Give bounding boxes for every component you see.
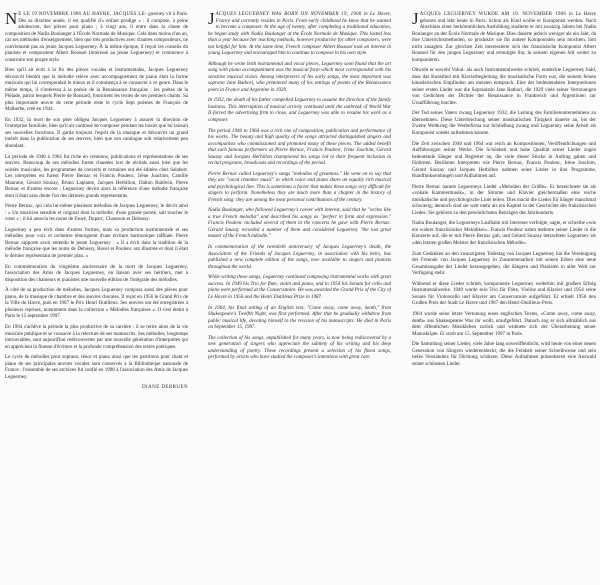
french-paragraph: À côté de sa production de mélodies, Jacques Leguerney composa aussi des pièces pour piano, de la musique de chambre et des œuvres chorales. Il reçut en 1956 le Grand Prix de la Ville du Havre, puis en 1987 le Prix Henri Dutilleux. Ses œuvres ont été enregistrées à plusieurs reprises, notamment dans la collection « Mélodies françaises ». Il s'est éteint à Paris le 15 septembre 1997.: [5, 287, 188, 320]
french-paragraph: guerney vit à Paris. Dès sa dixième année, il est qualifié d'« enfant prodige » : il compose, à peine adolescent, des pièces pour piano ; à vingt ans, il entre dans la classe de composition de Nadia Boulanger à l'École Normale de Musique. Cela dans moins d'un an, car ses méthodes d'enseignement, bien que très productives avec d'autres compositeurs, ne conviennent pas au jeune Jacques Leguerney. À la même époque, il reçoit les conseils du pianiste et compositeur Albert Roussel (intéressé au jeune Leguerney) et commence à construire son propre style.: [5, 11, 188, 63]
german-drop-cap: J: [412, 11, 419, 28]
english-paragraph: The period 1940 to 1964 was a rich one of composition, publication and performance of his works. The beauty and high quality of the songs attracted distinguished singers and accompanists who commissioned and promoted many of these pieces. The added benefit that such famous performers as Pierre Bernac, Francis Poulenc, Irène Joachim, Gérard Souzay and Jacques Herbillon championed his songs led to their frequent inclusion in recital programs, broadcasts and recordings of the period.: [208, 127, 391, 167]
english-lead-caps: ACQUES LEGUERNEY WAS BORN ON NOVEMBER 19, 1906: [215, 11, 362, 17]
french-paragraph: En 1932, la mort de son père obligea Jacques Leguerney à assurer la direction de l'entreprise familiale, bien qu'il ait continué de composer pendant les loisirs que lui laissait ses nouvelles fonctions. Il garda toujours l'esprit de la musique et découvrit un grand intérêt dans la publication de ses œuvres, bien que son catalogue soit relativement peu abondant.: [5, 116, 188, 149]
english-paragraph: In 1964, his final setting of an English text, "Come away, come away, death," from Shakespeare's Twelfth Night, was first performed. After that he gradually withdrew from public musical life, devoting himself to the revision of his manuscripts. He died in Paris on September 15, 1997.: [208, 304, 391, 330]
french-paragraph: Leguerney a peu écrit dans d'autres formes, mais sa production instrumentale et ses mélodies pour voix et orchestre témoignent d'une écriture harmonique raffinée. Pierre Bernac rapporte avoir entendu le jeune Leguerney : « Il a écrit dans la tradition de la mélodie française que les noms de Debussy, Ravel et Poulenc ont illustrée et dont il était le dernier représentant de premier plan. »: [5, 226, 188, 259]
english-paragraph: In commemoration of the twentieth anniversary of Jacques Leguerney's death, the Association of the Friends of Jacques Leguerney, in association with his heirs, has published a new complete edition of the songs, now available to singers and pianists throughout the world.: [208, 244, 391, 270]
german-lead-caps: ACQUES LEGUERNEY WURDE AM 19. NOVEMBER 1906: [419, 11, 567, 17]
german-paragraph: Pierre Bernac nannte Leguerneys Lieder »Melodien der Größe«. Er bezeichnete sie als »vokale Kammermusik«, in der Stimme und Klavier gleichermaßen eine reiche musikalische und psychologische Linie teilen. Dies macht die Lieder für Sänger manchmal schwierig; dennoch sind sie weit mehr als ein Kapitel in der Geschichte des französischen Liedes: Sie gehören zu den persönlichsten Beiträgen des Jahrhunderts.: [412, 183, 596, 216]
english-lead-paragraph: [208, 11, 391, 57]
english-paragraph: in Le Havre, France and currently resides in Paris. From early childhood he knew that he wanted to become a composer. At the age of twenty, after completing a traditional education, he began study with Nadia Boulanger at the École Normale de Musique. This lasted less than a year because her teaching methods, however productive for other composers, were not helpful for him. At the same time, French composer Albert Roussel took an interest in young Leguerney and encouraged him to continue to compose in his own style.: [208, 11, 391, 56]
french-drop-cap: N: [5, 11, 18, 28]
english-paragraph: Pierre Bernac called Leguerney's songs "melodies of greatness." He went on to say that they are "vocal chamber music" in which voice and piano share an equally rich musical and psychological line. This is sometimes a factor that makes these songs very difficult for singers to perform. Nonetheless they are much more than a chapter in the history of French song: they are among the most personal contributions of the century.: [208, 170, 391, 203]
german-paragraph: Die Zeit zwischen 1940 und 1964 war reich an Kompositionen, Veröffentlichungen und Aufführungen seiner Werke. Die Schönheit und hohe Qualität seiner Lieder zogen bedeutende Sänger und Begleiter an, die viele dieser Stücke in Auftrag gaben und förderten. Berühmte Interpreten wie Pierre Bernac, Francis Poulenc, Irène Joachim, Gérard Souzay und Jacques Herbillon nahmen seine Lieder in ihre Programme, Rundfunksendungen und Aufnahmen auf.: [412, 140, 596, 180]
german-paragraph: Der Tod seines Vaters zwang Leguerney 1932, die Leitung des Familienunternehmens zu übernehmen. Diese Unterbrechung seiner musikalischen Tätigkeit dauerte an, bis der Zweite Weltkrieg die Werbefirma zur Schließung zwang und Leguerney seine Arbeit als Komponist wieder aufnehmen konnte.: [412, 110, 596, 136]
german-lead-paragraph: [412, 11, 596, 63]
german-paragraph: 1964 wurde seine letzte Vertonung eines englischen Textes, »Come away, come away, death« aus Shakespeares Was ihr wollt, uraufgeführt. Danach zog er sich allmählich aus dem öffentlichen Musikleben zurück und widmete sich der Überarbeitung seiner Manuskripte. Er starb am 15. September 1997 in Paris.: [412, 311, 596, 337]
english-paragraph: Nadia Boulanger, who followed Leguerney's career with interest, said that he "writes like a true French melodist" and described his songs as "perfect in form and expression." Francis Poulenc included several of them in the concerts he gave with Pierre Bernac. Gérard Souzay recorded a number of them and considered Leguerney "the last great master of the French mélodie.": [208, 207, 391, 240]
author-signature: DIANE DEBRUEN: [142, 384, 188, 391]
french-paragraph: Le cycle de mélodies pour soprano, ténor et piano ainsi que les partitions pour chant et piano de ses principales œuvres vocales sont conservés à la Bibliothèque nationale de France ; l'ensemble de ses archives fut confié en 1998 à l'association des Amis de Jacques Leguerney.: [5, 354, 188, 380]
english-paragraph: The collection of his songs, unpublished for many years, is now being rediscovered by a new generation of singers who appreciate the subtlety of his writing and his deep understanding of poetry. These recordings present a selection of his finest songs, performed by artists who have studied the composer's intentions with great care.: [208, 334, 391, 361]
french-lead-paragraph: [5, 11, 188, 63]
french-paragraph: La période de 1940 à 1964 fut riche en créations, publications et représentations de ses œuvres. Beaucoup de ses mélodies furent chantées lors de récitals aussi bien que les soirées musicales, les programmes de concerts et certaines ont été éditées chez Salabert. Les interprètes en furent Pierre Bernac et Francis Poulenc, Irène Joachim, Camille Maurane, Gérard Souzay, Bruno Laplante, Jacques Herbillon, Dalton Baldwin, Pierre Bernac et d'autres encore ; Leguerney devint alors la référence d'une mélodie française dont il était sans doute l'un des derniers grands représentants.: [5, 153, 188, 199]
german-paragraph: Die Sammlung seiner Lieder, viele Jahre lang unveröffentlicht, wird heute von einer neuen Generation von Sängern wiederentdeckt, die die Feinheit seiner Schreibweise und sein tiefes Verständnis für Dichtung schätzen. Diese Aufnahmen präsentieren eine Auswahl seiner schönsten Lieder.: [412, 341, 596, 367]
english-paragraph: In 1932, the death of his father compelled Leguerney to assume the direction of the family business. This interruption of musical activity continued until the outbreak of World War II forced the advertising firm to close, and Leguerney was able to resume his work as a composer.: [208, 97, 391, 123]
french-paragraph: En commémoration du vingtième anniversaire de la mort de Jacques Leguerney, l'association des Amis de Jacques Leguerney, en liaison avec ses héritiers, met à disposition des chanteurs et pianistes une nouvelle édition de l'intégrale des mélodies.: [5, 263, 188, 283]
english-paragraph: While writing these songs, Leguerney continued composing instrumental works with great success. In 1949 his Trio for flute, violin and piano, and in 1954 his Sonata for cello and piano were performed at the Conservatoire. He was awarded the Grand Prix of the City of Le Havre in 1956 and the Henri Dutilleux Prize in 1987.: [208, 274, 391, 300]
french-paragraph: Bien qu'il ait écrit à la fin des pièces vocales et instrumentales, Jacques Leguerney découvrit bientôt que la mélodie relève avec accompagnement de piano était la forme musicale qui lui correspondait le mieux et il commença à se consacrer à ce genre. Dans le même temps, il s'intéressa à la poésie de la Renaissance française : les poètes de la Pléiade, parmi lesquels Pierre de Ronsard, fournirent les textes de ses premiers chants. Sa plus importante œuvre de cette période reste le cycle Sept poèmes de François de Malherbe, créé en 1944.: [5, 67, 188, 113]
french-paragraph: En 1964 s'achève la période la plus productive de sa carrière : il se retire alors de la vie musicale publique et se consacre à la relecture de ses manuscrits. Ses mélodies, longtemps introuvables, sont aujourd'hui redécouvertes par une nouvelle génération d'interprètes qui en apprécient la finesse d'écriture et la profonde compréhension des textes poétiques.: [5, 324, 188, 350]
german-column: [412, 11, 596, 579]
german-paragraph: in Le Havre geboren und lebt heute in Paris. Schon als Kind wollte er Komponist werden. Nach Abschluss einer herkömmlichen Ausbildung studierte er mit zwanzig Jahren bei Nadia Boulanger an der École Normale de Musique. Dies dauerte jedoch weniger als ein Jahr, da ihre Unterrichtsmethoden, so produktiv sie für andere Komponisten sein mochten, ihm nicht zusagten. Zur gleichen Zeit interessierte sich der französische Komponist Albert Roussel für den jungen Leguerney und ermutigte ihn, in seinem eigenen Stil weiter zu komponieren.: [412, 11, 596, 63]
english-paragraph: Although he wrote both instrumental and vocal pieces, Leguerney soon found that the art song with piano accompaniment was the musical form which most corresponded with his sensitive musical vision. Among interpreters of his early songs, the most important was soprano Jane Bathori, who premiered many of his settings of poems of the Renaissance poets in France and Argentine in 1929.: [208, 60, 391, 93]
french-lead-caps: É LE 19 NOVEMBRE 1906 AU HAVRE, JACQUES LE-: [18, 11, 147, 17]
french-paragraph: Pierre Bernac, qui créa lui-même plusieurs mélodies de Jacques Leguerney, le décrit ainsi : « Un musicien sensible et original dont la mélodie, d'une grande pureté, sait toucher le cœur » ; il lui associa les noms de Fauré, Duparc, Chausson et Debussy.: [5, 203, 188, 223]
german-paragraph: Während er diese Lieder schrieb, komponierte Leguerney weiterhin mit großem Erfolg Instrumentalwerke. 1949 wurde sein Trio für Flöte, Violine und Klavier und 1954 seine Sonate für Violoncello und Klavier am Conservatoire aufgeführt. Er erhielt 1956 den Großen Preis der Stadt Le Havre und 1987 den Henri-Dutilleux-Preis.: [412, 280, 596, 307]
german-paragraph: Obwohl er sowohl Vokal- als auch Instrumentalwerke schrieb, entdeckte Leguerney bald, dass das Kunstlied mit Klavierbegleitung die musikalische Form war, die seinem feinen künstlerischen Empfinden am meisten entsprach. Eine der bedeutendsten Interpretinnen seiner ersten Lieder war die Sopranistin Jane Bathori, die 1929 viele seiner Vertonungen von Gedichten der Dichter der Renaissance in Frankreich und Argentinien zur Uraufführung brachte.: [412, 67, 596, 106]
french-column: [5, 11, 188, 579]
german-paragraph: Nadia Boulanger, die Leguerneys Laufbahn mit Interesse verfolgte, sagte, er schreibe »wie ein wahrer französischer Melodiker«. Francis Poulenc nahm mehrere seiner Lieder in die Konzerte auf, die er mit Pierre Bernac gab, und Gérard Souzay betrachtete Leguerney als »den letzten großen Meister der französischen Mélodie«.: [412, 220, 596, 246]
german-paragraph: Zum Gedenken an den zwanzigsten Todestag von Jacques Leguerney hat die Vereinigung der Freunde von Jacques Leguerney in Zusammenarbeit mit seinen Erben eine neue Gesamtausgabe der Lieder herausgegeben, die Sängern und Pianisten in aller Welt zur Verfügung steht.: [412, 250, 596, 277]
english-column: [208, 11, 391, 579]
english-drop-cap: J: [208, 11, 215, 28]
